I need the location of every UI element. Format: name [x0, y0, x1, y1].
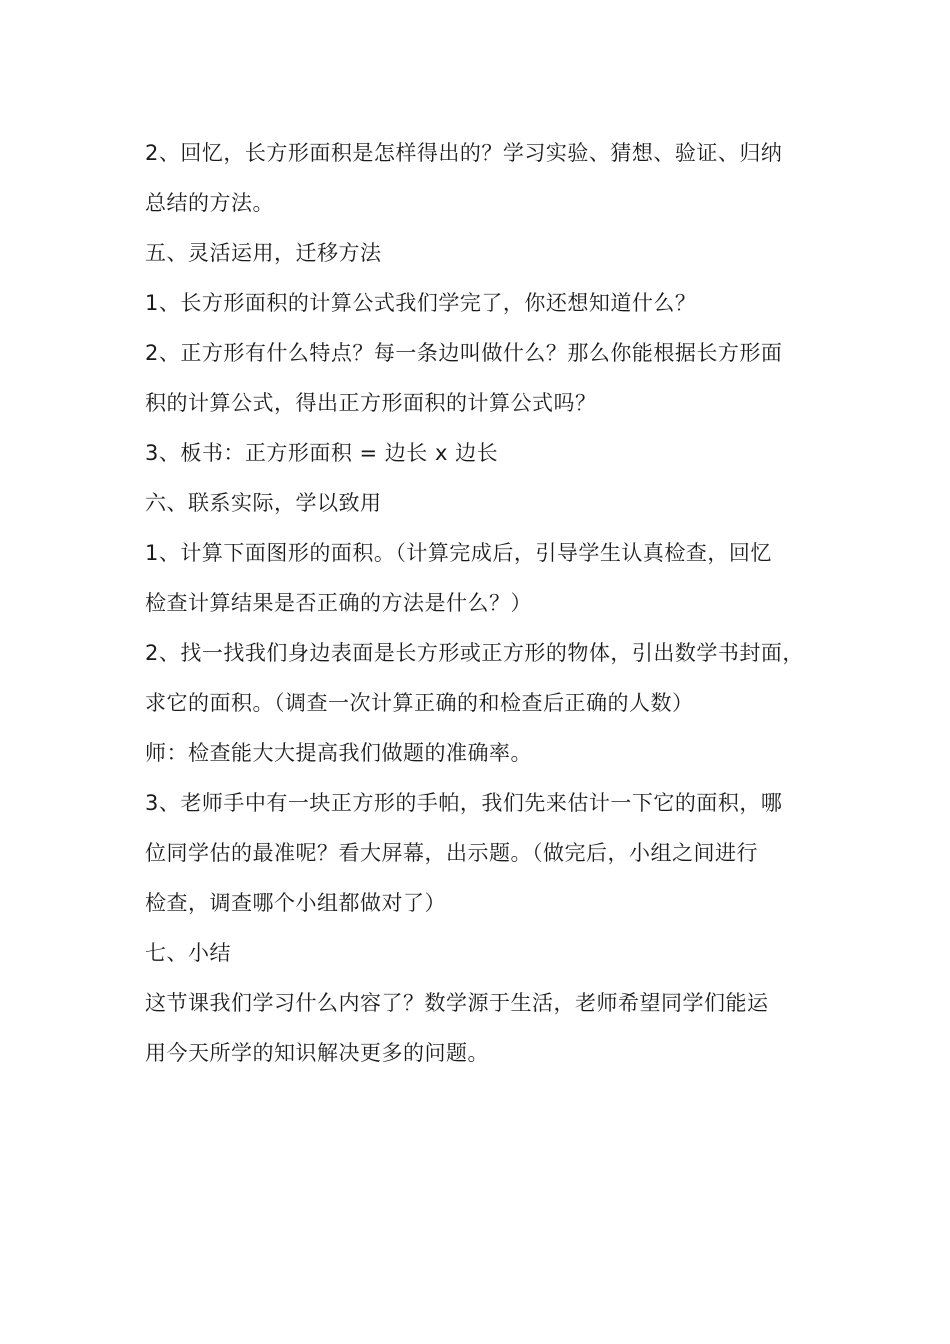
text-line: 检查计算结果是否正确的方法是什么？） [145, 591, 532, 615]
text-line: 这节课我们学习什么内容了？数学源于生活，老师希望同学们能运 [145, 991, 769, 1015]
text-line: 2、回忆，长方形面积是怎样得出的？学习实验、猜想、验证、归纳 [145, 141, 783, 165]
text-line: 检查，调查哪个小组都做对了） [145, 891, 446, 915]
text-line: 位同学估的最准呢？看大屏幕，出示题。（做完后，小组之间进行 [145, 841, 758, 865]
text-line: 总结的方法。 [145, 191, 274, 215]
document-body [145, 128, 825, 1078]
text-line: 师：检查能大大提高我们做题的准确率。 [145, 741, 532, 765]
section-heading: 五、灵活运用，迁移方法 [145, 241, 382, 265]
text-line: 2、找一找我们身边表面是长方形或正方形的物体，引出数学书封面， [145, 641, 804, 665]
text-line: 用今天所学的知识解决更多的问题。 [145, 1041, 489, 1065]
text-line: 求它的面积。（调查一次计算正确的和检查后正确的人数） [145, 691, 694, 715]
text-line: 2、正方形有什么特点？每一条边叫做什么？那么你能根据长方形面 [145, 341, 783, 365]
section-heading: 六、联系实际，学以致用 [145, 491, 382, 515]
text-line: 3、板书：正方形面积 = 边长 x 边长 [145, 441, 499, 465]
text-line: 积的计算公式，得出正方形面积的计算公式吗？ [145, 391, 597, 415]
text-line: 1、长方形面积的计算公式我们学完了，你还想知道什么？ [145, 291, 697, 315]
text-line: 3、老师手中有一块正方形的手帕，我们先来估计一下它的面积，哪 [145, 791, 783, 815]
section-heading: 七、小结 [145, 941, 231, 965]
text-line: 1、计算下面图形的面积。（计算完成后，引导学生认真检查，回忆 [145, 541, 772, 565]
